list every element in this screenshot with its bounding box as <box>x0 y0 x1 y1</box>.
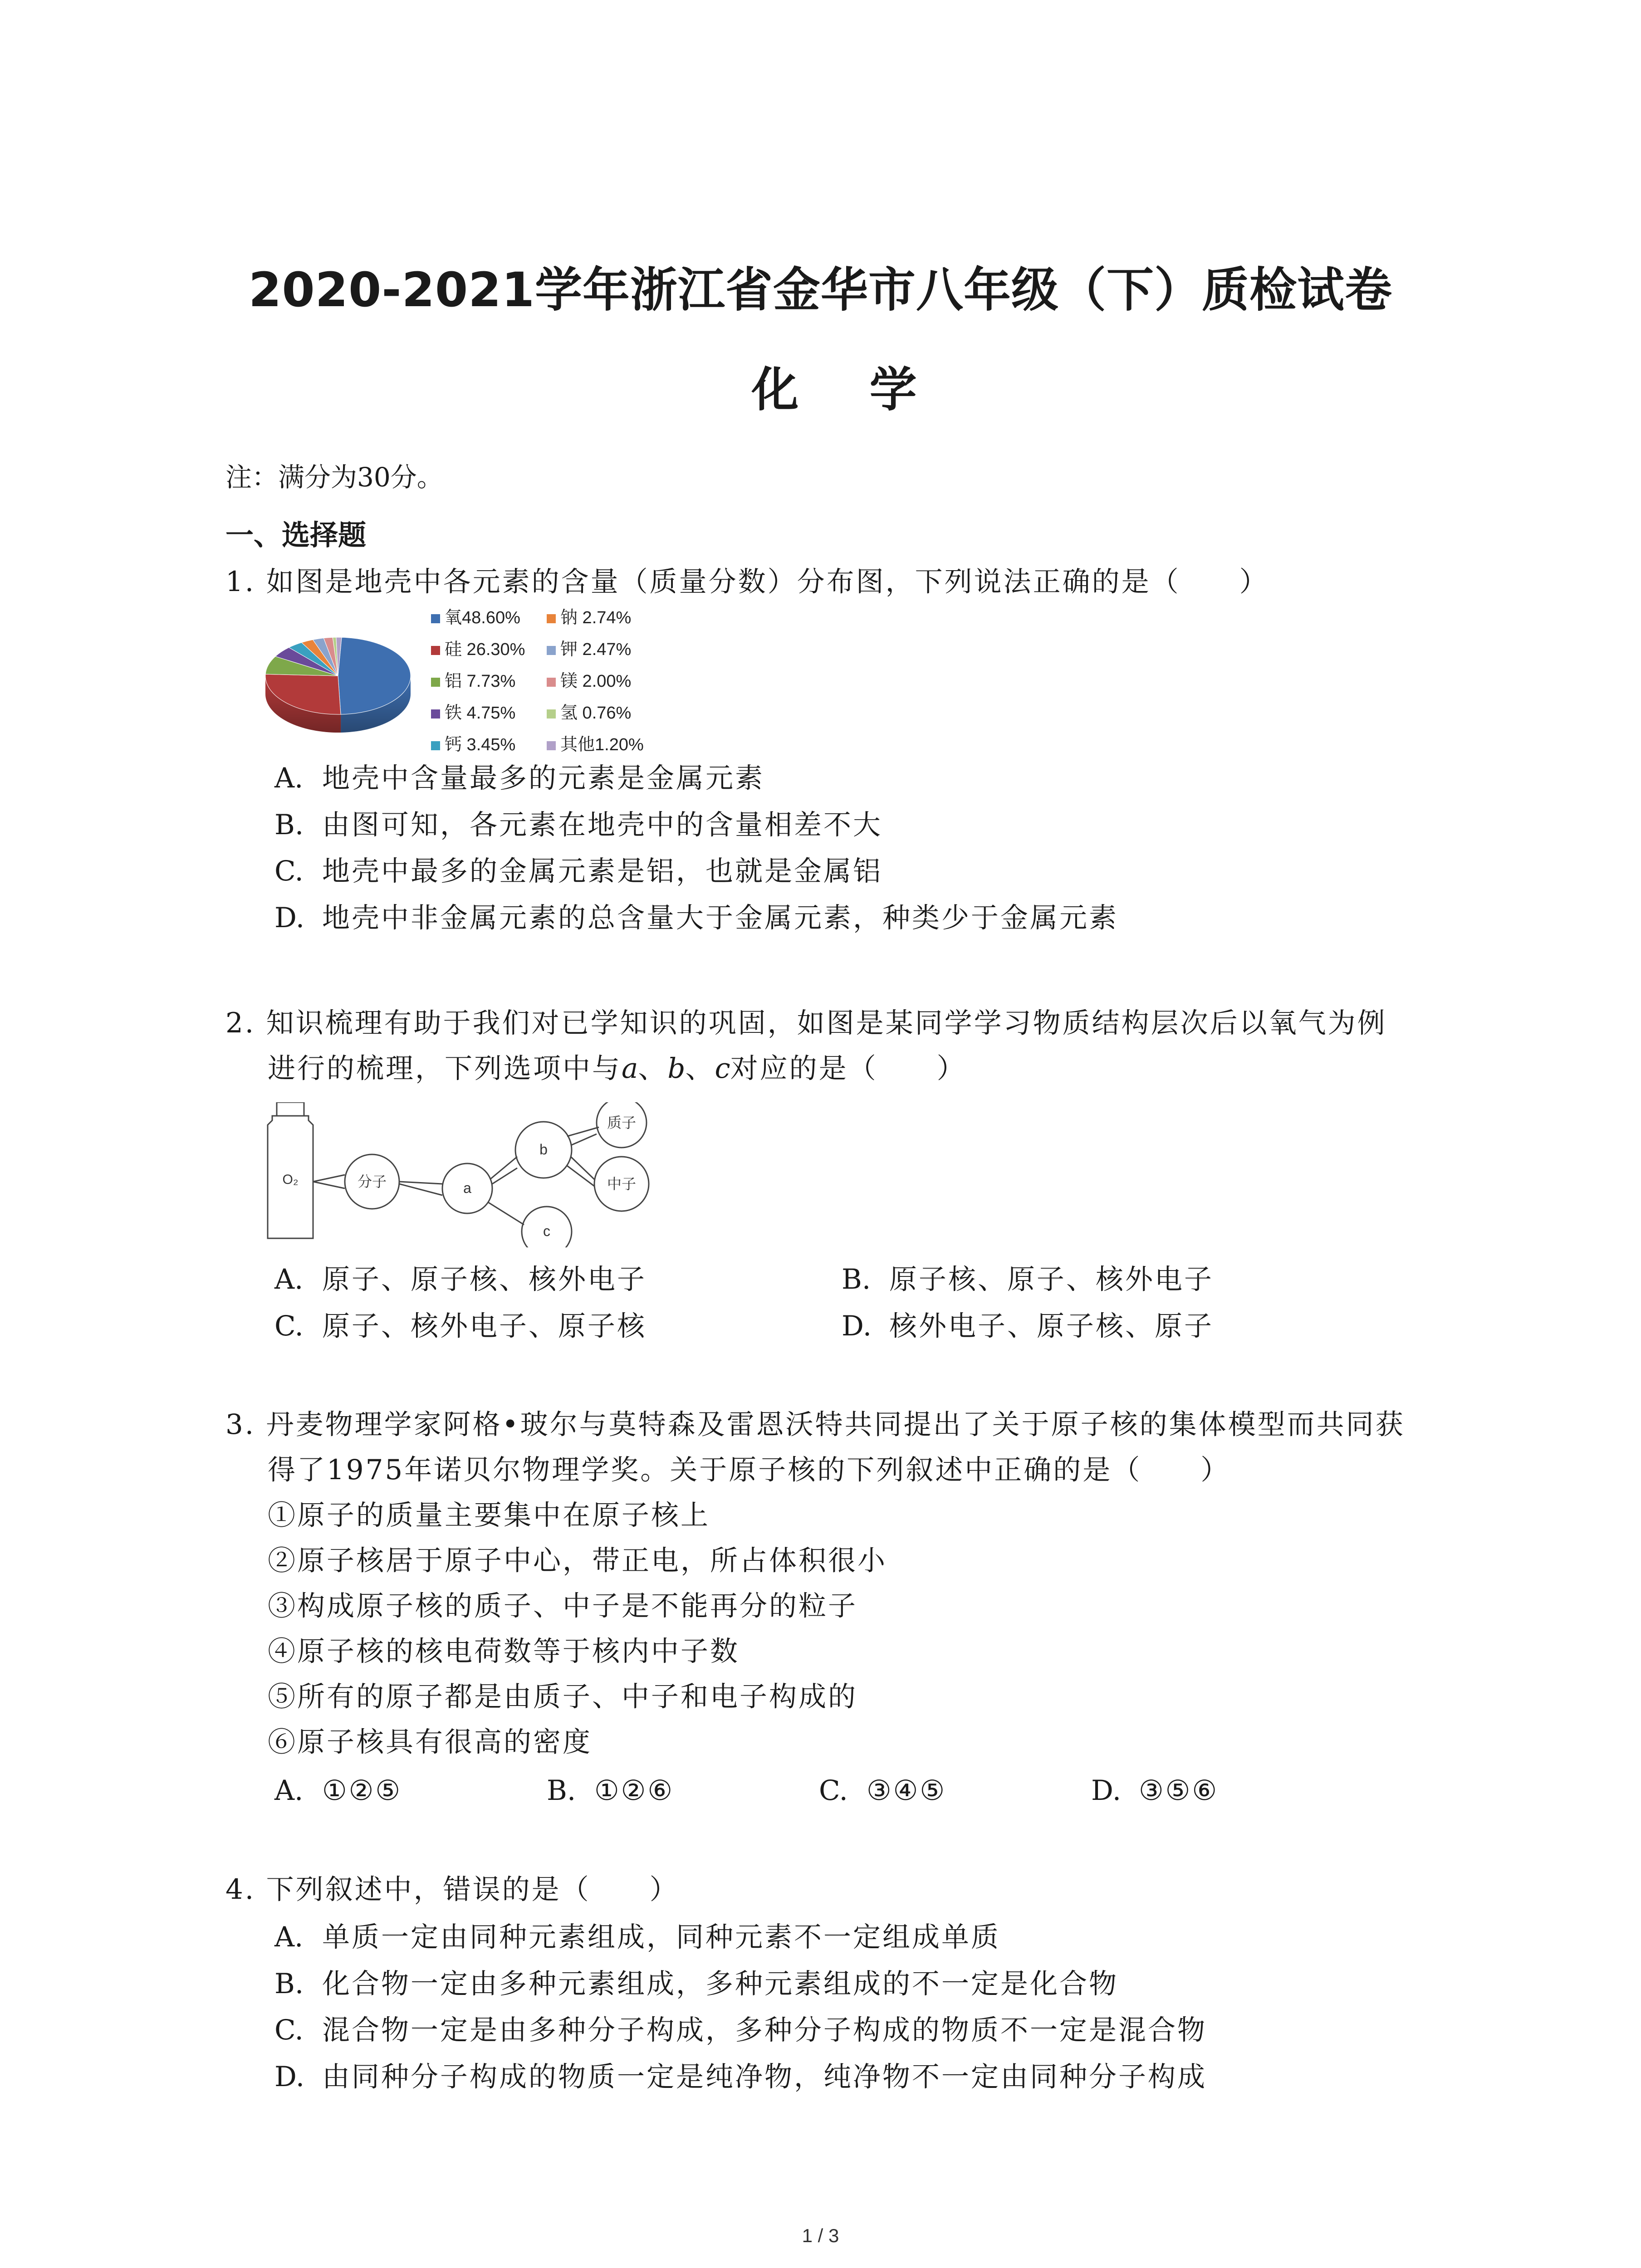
exam-title: 2020-2021学年浙江省金华市八年级（下）质检试卷 <box>248 262 1393 318</box>
q3-statement: ②原子核居于原子中心，带正电，所占体积很小 <box>268 1545 887 1577</box>
q4-option-d[interactable]: D. 由同种分子构成的物质一定是纯净物，纯净物不一定由同种分子构成 <box>274 2061 1207 2093</box>
legend-label: 硅 26.30% <box>445 640 525 659</box>
b-neutron-connector <box>567 1157 594 1186</box>
legend-swatch <box>431 709 440 719</box>
node-a-label: a <box>463 1180 471 1196</box>
legend-entry <box>547 667 631 692</box>
legend-entry <box>431 730 515 755</box>
legend-label: 铝 7.73% <box>445 672 516 691</box>
question-3-stem-line2: 得了1975年诺贝尔物理学奖。关于原子核的下列叙述中正确的是（ ） <box>268 1454 1230 1486</box>
legend-label: 氧48.60% <box>445 608 520 627</box>
node-b-label: b <box>539 1141 548 1158</box>
a-b-connector <box>490 1157 517 1184</box>
legend-entry <box>547 699 631 723</box>
bottle-cap <box>277 1102 304 1116</box>
q3-statement: ⑤所有的原子都是由质子、中子和电子构成的 <box>268 1681 858 1713</box>
legend-label: 钙 3.45% <box>445 735 516 754</box>
proton-label: 质子 <box>607 1114 637 1131</box>
legend-entry <box>431 667 515 692</box>
legend-swatch <box>431 646 440 655</box>
q3-statement: ④原子核的核电荷数等于核内中子数 <box>268 1635 740 1667</box>
q4-option-b[interactable]: B. 化合物一定由多种元素组成，多种元素组成的不一定是化合物 <box>274 1968 1119 2000</box>
legend-swatch <box>547 646 556 655</box>
q1-option-c[interactable]: C. 地壳中最多的金属元素是铝，也就是金属铝 <box>274 855 883 887</box>
q1-option-b[interactable]: B. 由图可知，各元素在地壳中的含量相差不大 <box>274 809 883 841</box>
legend-label: 钾 2.47% <box>560 640 632 659</box>
neutron-label: 中子 <box>607 1176 637 1192</box>
question-number: 4. <box>225 1873 256 1906</box>
molecule-label: 分子 <box>357 1173 387 1190</box>
q3-option-c[interactable]: C. ③④⑤ <box>819 1774 947 1807</box>
question-text: 知识梳理有助于我们对已学知识的巩固，如图是某同学学习物质结构层次后以氧气为例 <box>266 1007 1387 1039</box>
q3-option-a[interactable]: A. ①②⑤ <box>274 1774 402 1807</box>
legend-entry <box>547 603 631 628</box>
page-number: 1 / 3 <box>802 2225 839 2246</box>
question-text: 如图是地壳中各元素的含量（质量分数）分布图，下列说法正确的是（ ） <box>266 566 1269 598</box>
subject-title: 化 学 <box>751 362 944 417</box>
question-2-stem-line2: 进行的梳理，下列选项中与a、b、c对应的是（ ） <box>268 1052 966 1085</box>
q3-option-d[interactable]: D. ③⑤⑥ <box>1091 1774 1219 1807</box>
legend-swatch <box>431 614 440 623</box>
question-number: 2. <box>225 1007 256 1039</box>
q4-option-a[interactable]: A. 单质一定由同种元素组成，同种元素不一定组成单质 <box>274 1921 1001 1953</box>
q3-statement: ⑥原子核具有很高的密度 <box>268 1726 593 1758</box>
legend-entry <box>431 603 520 628</box>
question-text: 丹麦物理学家阿格•玻尔与莫特森及雷恩沃特共同提出了关于原子核的集体模型而共同获 <box>266 1408 1405 1441</box>
b-proton-connector <box>567 1127 599 1145</box>
legend-swatch <box>547 741 556 750</box>
legend-swatch <box>547 614 556 623</box>
legend-swatch <box>431 741 440 750</box>
molecule-a-connector <box>399 1182 442 1195</box>
q3-statement: ①原子的质量主要集中在原子核上 <box>268 1499 710 1531</box>
q2-option-a[interactable]: A. 原子、原子核、核外电子 <box>274 1263 647 1295</box>
question-1-stem <box>225 568 1269 596</box>
q3-option-b[interactable]: B. ①②⑥ <box>547 1774 675 1807</box>
legend-entry <box>547 730 644 755</box>
bottle-molecule-connector <box>313 1175 345 1188</box>
question-text: 下列叙述中，错误的是（ ） <box>266 1873 679 1906</box>
legend-label: 氢 0.76% <box>560 704 632 723</box>
score-note: 注：满分为30分。 <box>225 462 443 493</box>
structure-graphic <box>263 1102 662 1247</box>
q1-option-d[interactable]: D. 地壳中非金属元素的总含量大于金属元素，种类少于金属元素 <box>274 902 1119 934</box>
pie-graphic <box>263 612 413 748</box>
q2-option-d[interactable]: D. 核外电子、原子核、原子 <box>842 1310 1214 1342</box>
matter-structure-diagram <box>263 1102 662 1247</box>
legend-label: 其他1.20% <box>560 735 644 754</box>
q2-option-c[interactable]: C. 原子、核外电子、原子核 <box>274 1310 647 1342</box>
question-4-stem <box>225 1873 679 1906</box>
legend-entry <box>547 635 631 660</box>
question-number: 1. <box>225 566 256 598</box>
section-heading: 一、选择题 <box>225 518 367 552</box>
q4-option-c[interactable]: C. 混合物一定是由多种分子构成，多种分子构成的物质不一定是混合物 <box>274 2014 1207 2046</box>
legend-swatch <box>547 678 556 687</box>
question-3-stem-line1 <box>225 1408 1405 1441</box>
bottle-label: O₂ <box>282 1172 299 1187</box>
a-c-connector <box>488 1202 524 1225</box>
legend-label: 镁 2.00% <box>560 672 632 691</box>
legend-label: 铁 4.75% <box>445 704 516 723</box>
question-2-stem-line1 <box>225 1009 1387 1037</box>
question-number: 3. <box>225 1408 256 1441</box>
q2-option-b[interactable]: B. 原子核、原子、核外电子 <box>842 1263 1214 1295</box>
legend-swatch <box>431 678 440 687</box>
q1-option-a[interactable]: A. 地壳中含量最多的元素是金属元素 <box>274 762 765 794</box>
pie-slices <box>265 637 411 714</box>
legend-swatch <box>547 709 556 719</box>
crust-element-pie-chart <box>263 603 671 767</box>
node-c-label: c <box>543 1223 550 1239</box>
legend-label: 钠 2.74% <box>560 608 632 627</box>
legend-entry <box>431 699 515 723</box>
legend-entry <box>431 635 525 660</box>
q3-statement: ③构成原子核的质子、中子是不能再分的粒子 <box>268 1590 858 1622</box>
